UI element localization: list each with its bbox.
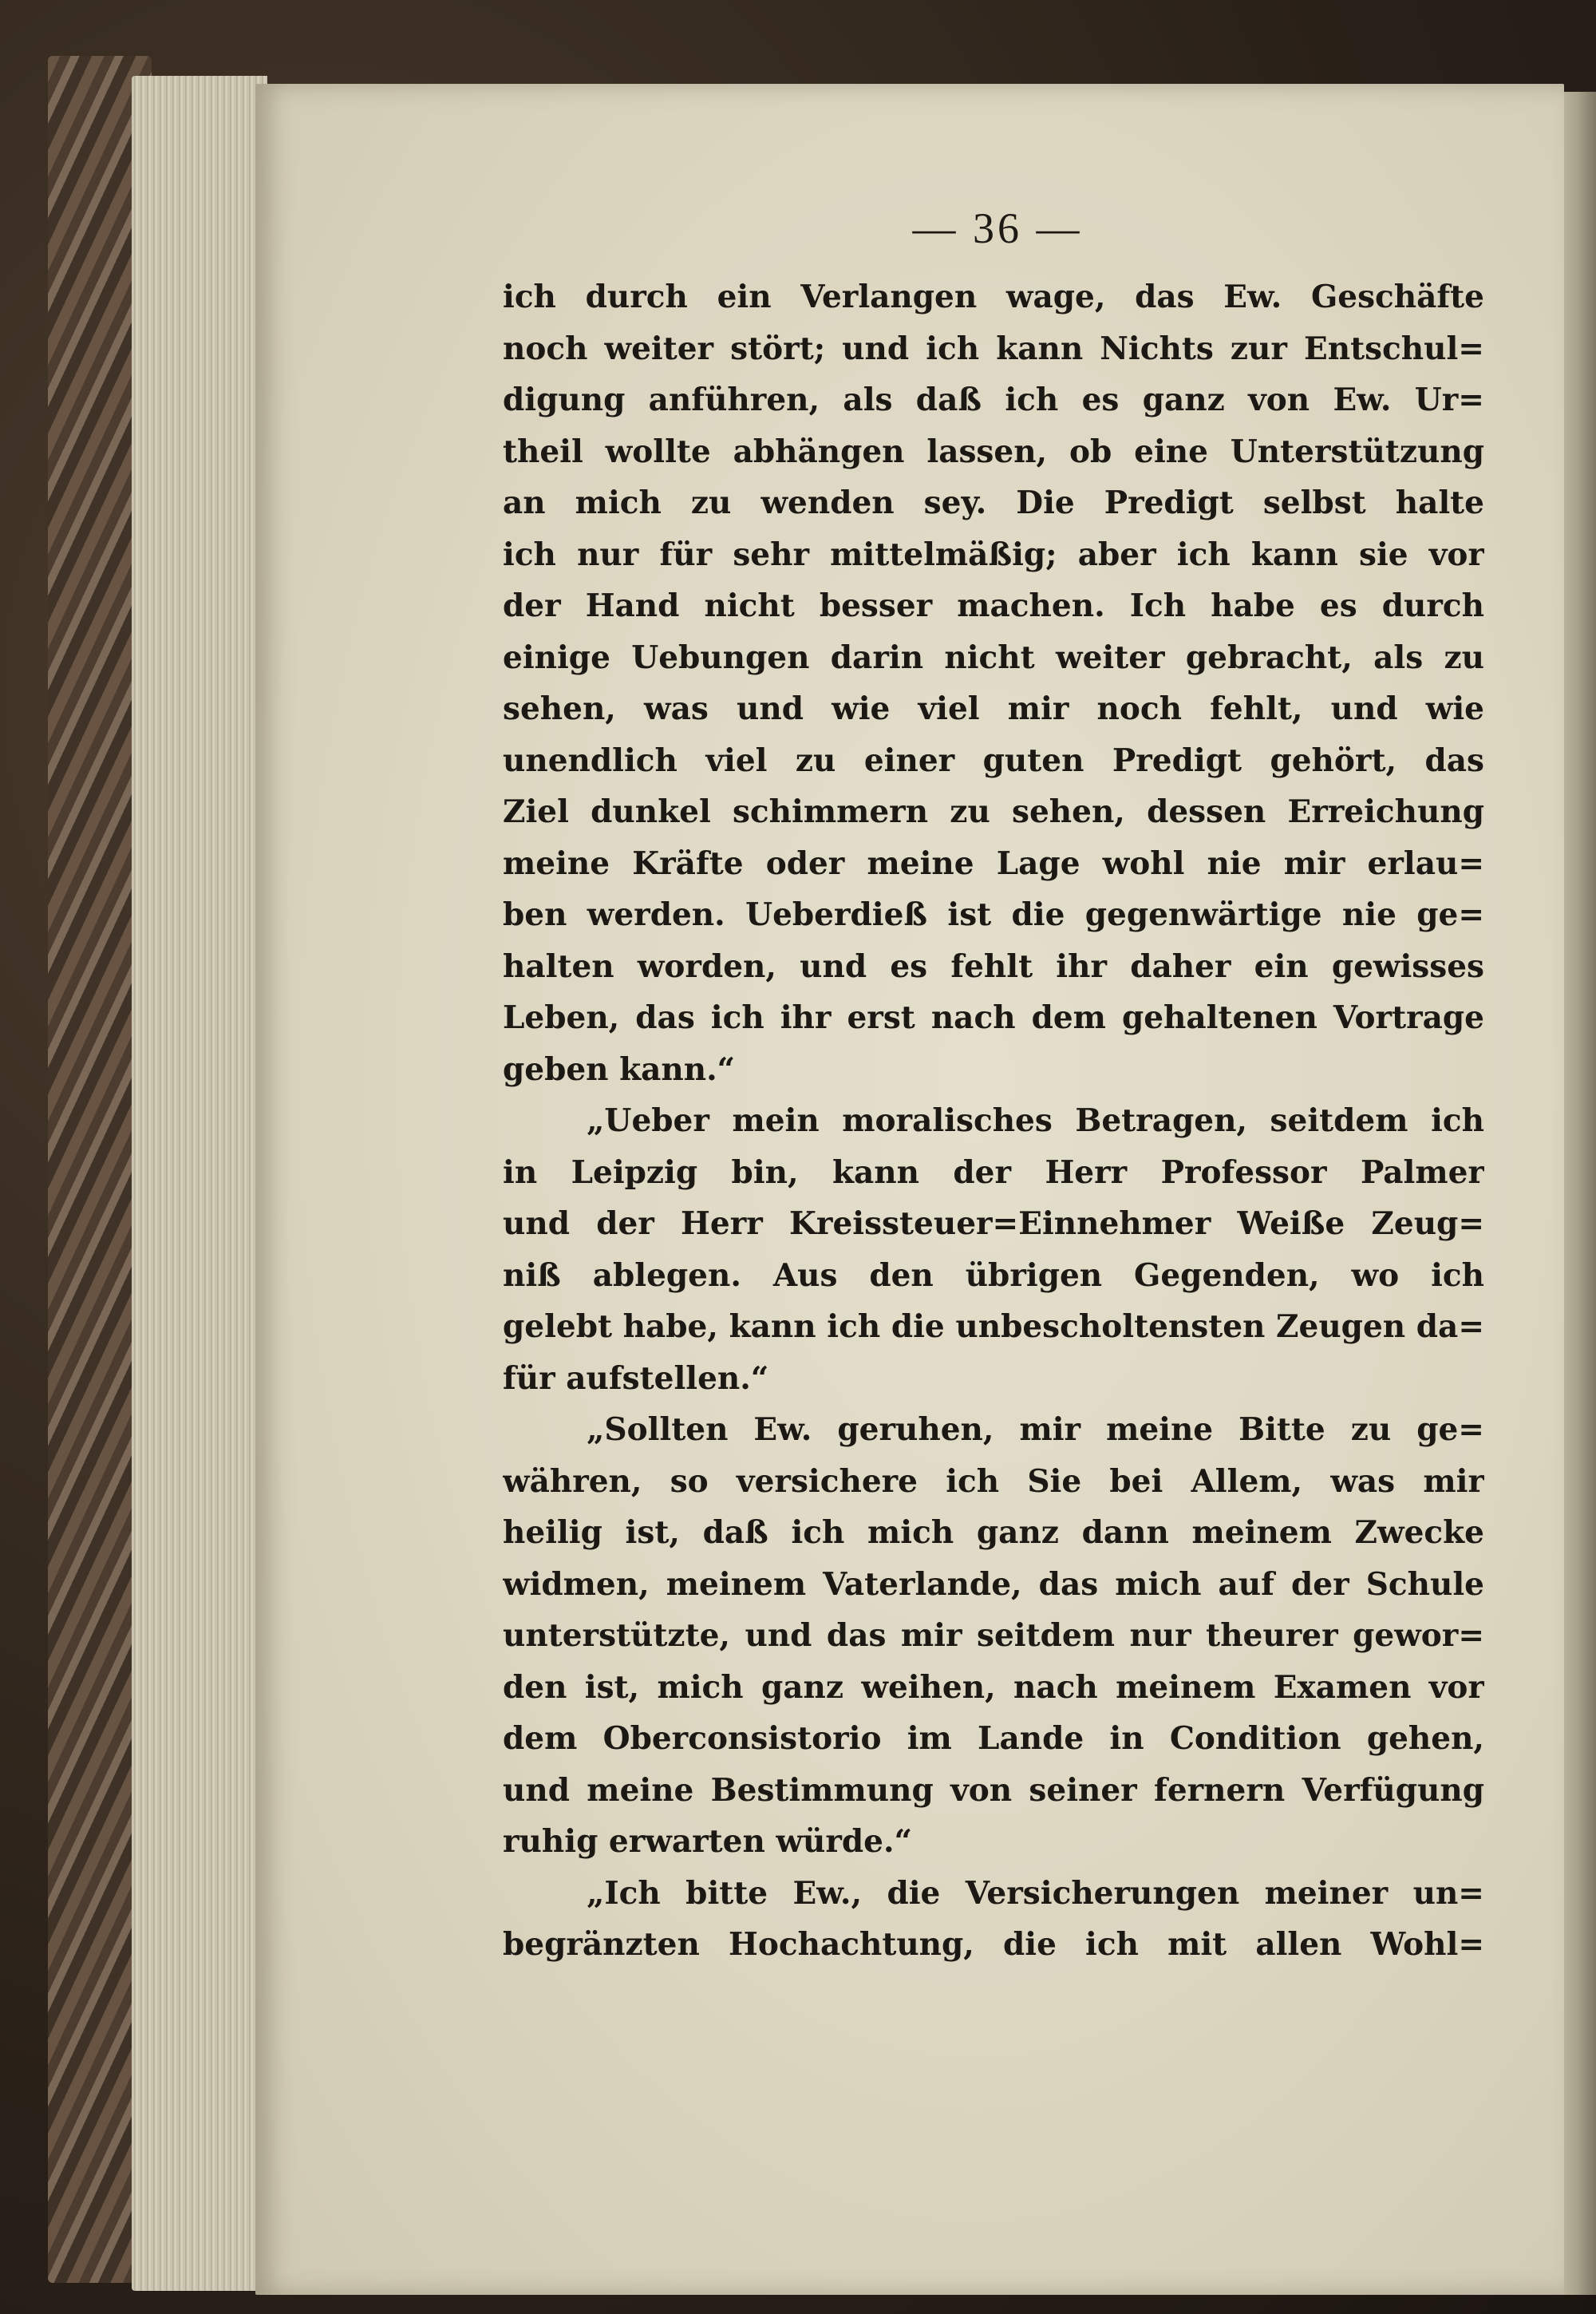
text-line: „Sollten Ew. geruhen, mir meine Bitte zu ge= bbox=[587, 1411, 1484, 1448]
text-line: „Ueber mein moralisches Betragen, seitdem ich bbox=[587, 1102, 1484, 1139]
text-line: Leben, das ich ihr erst nach dem gehaltenen Vortrage bbox=[503, 999, 1484, 1036]
text-line: der Hand nicht besser machen. Ich habe es durch bbox=[503, 587, 1484, 624]
text-line: heilig ist, daß ich mich ganz dann meinem Zwecke bbox=[503, 1514, 1484, 1551]
text-line: digung anführen, als daß ich es ganz von Ew. Ur= bbox=[503, 382, 1484, 418]
text-line: halten worden, und es fehlt ihr daher ein gewisses bbox=[503, 947, 1484, 985]
text-line: begränzten Hochachtung, die ich mit allen Wohl= bbox=[503, 1926, 1484, 1963]
text-line: ich durch ein Verlangen wage, das Ew. Geschäfte bbox=[503, 279, 1484, 315]
text-line: unterstützte, und das mir seitdem nur theurer gewor= bbox=[503, 1617, 1484, 1654]
text-line: einige Uebungen darin nicht weiter gebracht, als zu bbox=[503, 639, 1484, 676]
text-line: und der Herr Kreissteuer=Einnehmer Weiße Zeug= bbox=[503, 1205, 1484, 1242]
text-line: gelebt habe, kann ich die unbescholtensten Zeugen da= bbox=[503, 1308, 1484, 1345]
text-line: ben werden. Ueberdieß ist die gegenwärtige nie ge= bbox=[503, 896, 1484, 933]
text-line: sehen, was und wie viel mir noch fehlt, und wie bbox=[503, 690, 1484, 727]
text-line: Ziel dunkel schimmern zu sehen, dessen Erreichung bbox=[503, 793, 1484, 830]
text-line: niß ablegen. Aus den übrigen Gegenden, wo ich bbox=[503, 1256, 1484, 1294]
text-line: dem Oberconsistorio im Lande in Condition gehen, bbox=[503, 1720, 1484, 1757]
text-line: den ist, mich ganz weihen, nach meinem Examen vor bbox=[503, 1668, 1484, 1706]
text-line: währen, so versichere ich Sie bei Allem, was mir bbox=[503, 1462, 1484, 1500]
text-line: für aufstellen.“ bbox=[503, 1359, 769, 1397]
text-line: ich nur für sehr mittelmäßig; aber ich kann sie vor bbox=[503, 536, 1484, 573]
text-line: unendlich viel zu einer guten Predigt gehört, das bbox=[503, 742, 1484, 779]
text-line: und meine Bestimmung von seiner fernern Verfügung bbox=[503, 1771, 1484, 1809]
page-text bbox=[503, 271, 1484, 1971]
text-line: ruhig erwarten würde.“ bbox=[503, 1823, 912, 1860]
text-line: noch weiter stört; und ich kann Nichts zur Entschul= bbox=[503, 330, 1484, 367]
text-line: an mich zu wenden sey. Die Predigt selbst halte bbox=[503, 485, 1484, 521]
text-line: geben kann.“ bbox=[503, 1050, 736, 1088]
text-line: in Leipzig bin, kann der Herr Professor Palmer bbox=[503, 1153, 1484, 1191]
page-number: — 36 — bbox=[912, 204, 1083, 252]
text-line: „Ich bitte Ew., die Versicherungen meiner un= bbox=[587, 1874, 1484, 1912]
text-line: widmen, meinem Vaterlande, das mich auf der Schule bbox=[503, 1565, 1484, 1603]
text-line: theil wollte abhängen lassen, ob eine Unterstützung bbox=[503, 433, 1484, 470]
page-block-edge bbox=[132, 76, 267, 2291]
text-line: meine Kräfte oder meine Lage wohl nie mir erlau= bbox=[503, 845, 1484, 882]
